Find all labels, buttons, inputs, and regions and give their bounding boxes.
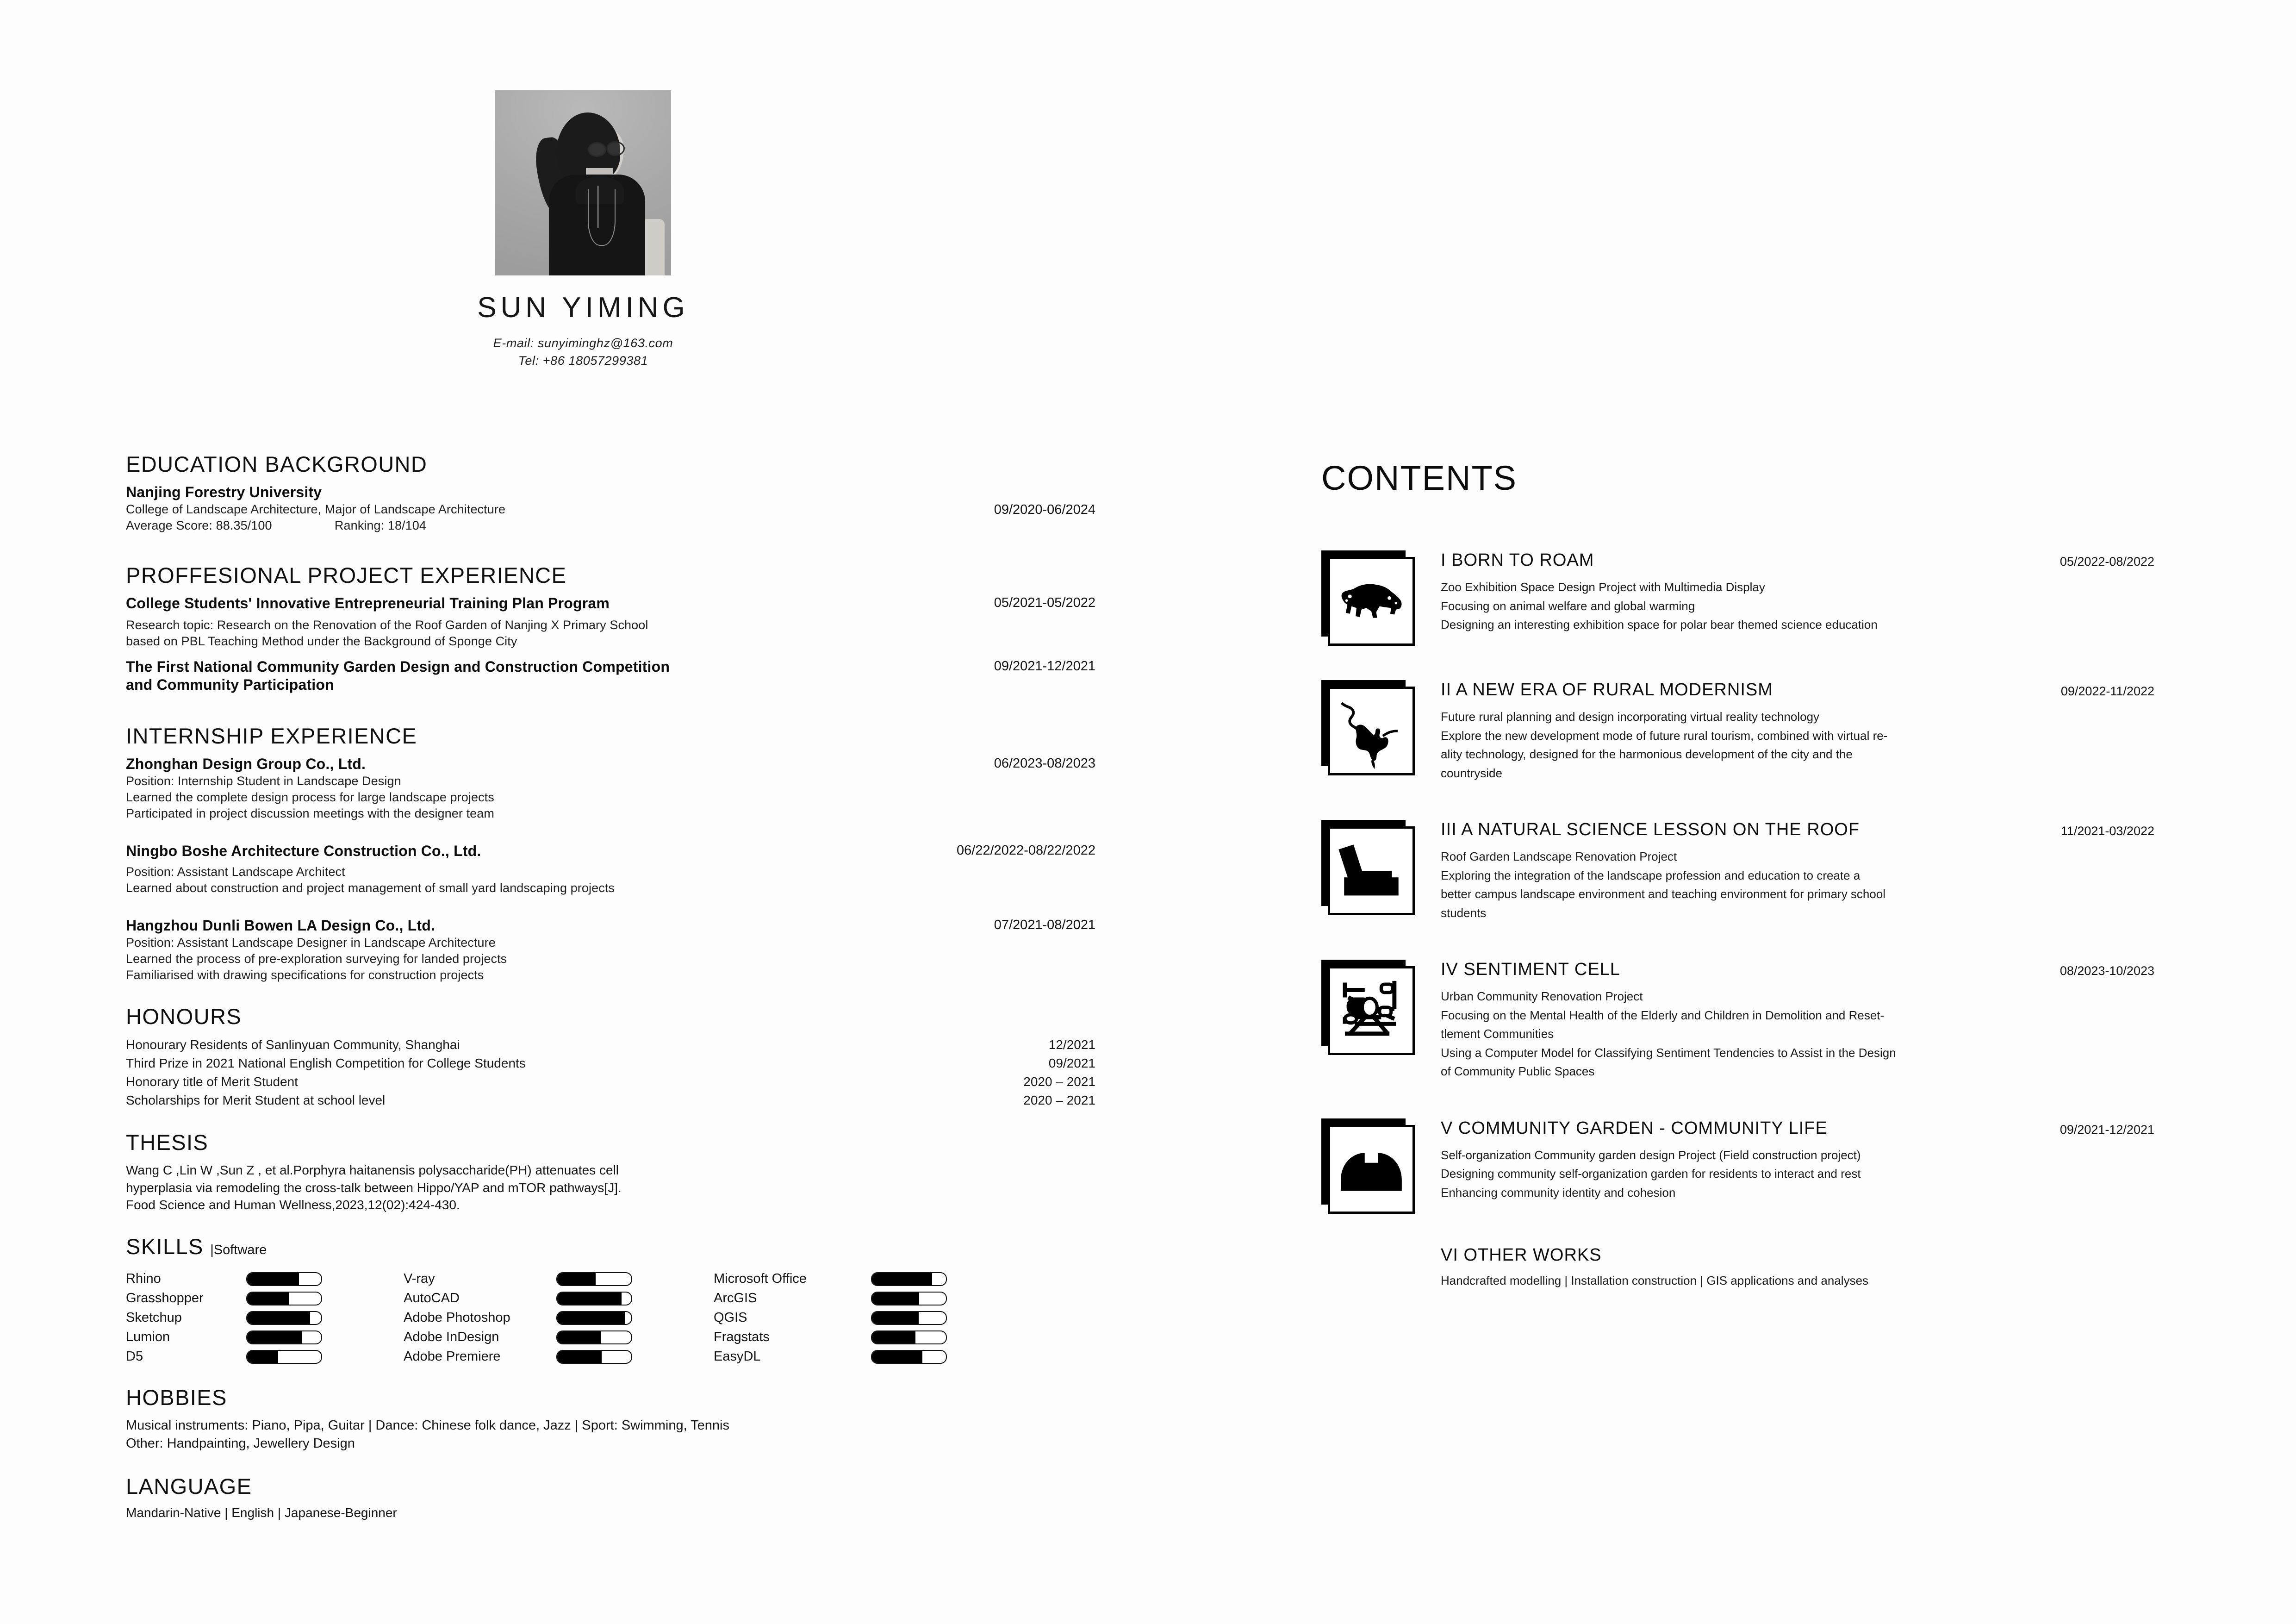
section-title-education: EDUCATION BACKGROUND: [126, 452, 428, 476]
skill-bar-fill: [556, 1292, 622, 1305]
hobbies-line-2: Other: Handpainting, Jewellery Design: [126, 1436, 355, 1451]
education-school: Nanjing Forestry University: [126, 484, 322, 500]
contents-item-date: 08/2023-10/2023: [2060, 964, 2154, 978]
header: [0, 90, 1166, 370]
avatar: [495, 90, 671, 275]
honours-date-0: 12/2021: [1048, 1037, 1095, 1052]
skill-name: Rhino: [126, 1271, 161, 1287]
contents-item-title: IV SENTIMENT CELL: [1441, 960, 1620, 980]
contents-item-title: II A NEW ERA OF RURAL MODERNISM: [1441, 680, 1773, 700]
contents-item-title: III A NATURAL SCIENCE LESSON ON THE ROOF: [1441, 820, 1860, 840]
honours-list: [126, 1036, 1095, 1109]
skill-bar: [871, 1311, 947, 1325]
education-block: [126, 483, 1095, 534]
skill-bar-fill: [871, 1350, 922, 1364]
skills-grid: [126, 1271, 1095, 1364]
skill-name: Fragstats: [714, 1330, 770, 1345]
hobbies-line-1: Musical instruments: Piano, Pipa, Guitar | Dance: Chinese folk dance, Jazz | Sport: Swimming, Tennis: [126, 1418, 729, 1433]
education-ranking: Ranking: 18/104: [334, 518, 427, 533]
thesis-line-1: Wang C ,Lin W ,Sun Z , et al.Porphyra haitanensis polysaccharide(PH) attenuates cell: [126, 1163, 619, 1178]
contents-item-other-works[interactable]: [1441, 1245, 2154, 1288]
professional-name-0: College Students' Innovative Entrepreneurial Training Plan Program: [126, 595, 610, 612]
skill-bar: [871, 1272, 947, 1286]
skill-name: Microsoft Office: [714, 1271, 807, 1287]
skill-item: [404, 1271, 714, 1287]
contents-body: [1441, 817, 2154, 923]
skill-bar-fill: [246, 1311, 310, 1325]
education-scores: [126, 518, 1095, 534]
honours-row: [126, 1091, 1095, 1110]
contents-item-desc: [1441, 578, 2135, 634]
skill-bar: [246, 1272, 322, 1286]
skill-item: [714, 1271, 1095, 1287]
skills-label: SKILLS: [126, 1234, 211, 1259]
desc-line: Future rural planning and design incorporating virtual reality technology: [1441, 710, 1820, 724]
river-map-glyph: [1330, 689, 1412, 773]
photo-necklace: [588, 189, 616, 246]
skill-item: [714, 1349, 1095, 1364]
skill-name: Adobe Photoshop: [404, 1310, 510, 1325]
internship-date-0: 06/2023-08/2023: [994, 756, 1095, 771]
professional-desc-0a: Research topic: Research on the Renovation of the Roof Garden of Nanjing X Primary School: [126, 618, 648, 632]
person-name: SUN YIMING: [477, 292, 689, 324]
skill-name: AutoCAD: [404, 1291, 460, 1306]
photo-glasses-right: [606, 141, 625, 156]
honours-text-1: Third Prize in 2021 National English Competition for College Students: [126, 1056, 526, 1071]
contents-item[interactable]: [1321, 1116, 2154, 1211]
internship-line-1-1: Learned about construction and project management of small yard landscaping projects: [126, 881, 615, 895]
honours-row: [126, 1054, 1095, 1073]
professional-desc-0b: based on PBL Teaching Method under the Background of Sponge City: [126, 634, 517, 649]
skill-name: ArcGIS: [714, 1291, 757, 1306]
skill-item: [404, 1330, 714, 1345]
language-body: Mandarin-Native | English | Japanese-Beginner: [126, 1505, 397, 1520]
skill-bar-fill: [871, 1272, 932, 1286]
skill-item: [714, 1310, 1095, 1325]
contents-item-title: V COMMUNITY GARDEN - COMMUNITY LIFE: [1441, 1118, 1828, 1138]
contents-item-desc: [1441, 987, 2135, 1081]
contents-item[interactable]: [1321, 548, 2154, 643]
desc-line: Enhancing community identity and cohesion: [1441, 1185, 1676, 1199]
desc-line: Designing community self-organization garden for residents to interact and rest: [1441, 1167, 1861, 1181]
internship-date-1: 06/22/2022-08/22/2022: [957, 843, 1095, 858]
right-column: [1321, 458, 2154, 1288]
icon-frame: [1328, 826, 1415, 915]
internship-date-2: 07/2021-08/2021: [994, 918, 1095, 933]
skill-bar-fill: [871, 1292, 919, 1305]
education-program: College of Landscape Architecture, Major of Landscape Architecture: [126, 502, 506, 517]
desc-line: Self-organization Community garden design Project (Field construction project): [1441, 1148, 1861, 1162]
desc-line: Zoo Exhibition Space Design Project with Multimedia Display: [1441, 580, 1765, 594]
contents-item-desc: [1441, 1146, 2135, 1202]
skill-bar: [871, 1330, 947, 1344]
thesis-line-2: hyperplasia via remodeling the cross-talk between Hippo/YAP and mTOR pathways[J].: [126, 1180, 622, 1195]
other-works-title: VI OTHER WORKS: [1441, 1245, 1602, 1265]
honours-text-2: Honorary title of Merit Student: [126, 1074, 298, 1089]
desc-line: Exploring the integration of the landscape profession and education to create a: [1441, 868, 1860, 882]
internship-company-1: Ningbo Boshe Architecture Construction Co., Ltd.: [126, 842, 481, 859]
skill-item: [404, 1291, 714, 1306]
contents-body: [1441, 677, 2154, 783]
internship-company-0: Zhonghan Design Group Co., Ltd.: [126, 755, 366, 772]
skill-bar: [556, 1292, 632, 1305]
desc-line: Designing an interesting exhibition space for polar bear themed science education: [1441, 618, 1878, 632]
skill-name: Lumion: [126, 1330, 170, 1345]
garden-dome-glyph: [1330, 1127, 1412, 1212]
skill-bar-fill: [246, 1330, 302, 1344]
contents-item-desc: [1441, 848, 2135, 922]
contents-item-title: I BORN TO ROAM: [1441, 550, 1594, 570]
garden-dome-icon: [1321, 1118, 1412, 1211]
contents-body: [1441, 1116, 2154, 1203]
skill-bar-fill: [556, 1311, 625, 1325]
desc-line: tlement Communities: [1441, 1027, 1554, 1041]
river-map-icon: [1321, 680, 1412, 773]
desc-line: better campus landscape environment and teaching environment for primary school: [1441, 887, 1886, 901]
skills-sublabel: |Software: [210, 1243, 267, 1258]
skill-bar: [246, 1350, 322, 1364]
honours-date-2: 2020 – 2021: [1023, 1074, 1095, 1089]
professional-item-1: [126, 658, 1095, 694]
skill-bar: [556, 1311, 632, 1325]
professional-item-0: [126, 594, 1095, 650]
internship-line-2-1: Learned the process of pre-exploration surveying for landed projects: [126, 952, 507, 966]
skill-item: [126, 1310, 404, 1325]
skill-item: [404, 1310, 714, 1325]
skill-bar: [246, 1330, 322, 1344]
left-column: [126, 451, 1095, 1520]
desc-line: Urban Community Renovation Project: [1441, 989, 1643, 1004]
skill-name: Sketchup: [126, 1310, 182, 1325]
honours-row: [126, 1073, 1095, 1091]
skill-bar-fill: [246, 1292, 289, 1305]
skill-item: [126, 1271, 404, 1287]
thesis-body: [126, 1162, 922, 1213]
icon-frame: [1328, 557, 1415, 646]
skill-bar-fill: [556, 1350, 602, 1364]
skill-item: [404, 1349, 714, 1364]
desc-line: countryside: [1441, 766, 1502, 780]
skill-bar: [246, 1311, 322, 1325]
contents-item-desc: [1441, 708, 2135, 782]
skill-bar-fill: [246, 1272, 299, 1286]
internship-item-1: [126, 842, 1095, 896]
education-date: 09/2020-06/2024: [994, 502, 1095, 518]
skill-item: [126, 1330, 404, 1345]
contents-item-date: 09/2022-11/2022: [2060, 684, 2154, 698]
internship-line-2-0: Position: Assistant Landscape Designer in Landscape Architecture: [126, 936, 496, 950]
skill-name: Grasshopper: [126, 1291, 204, 1306]
education-score: Average Score: 88.35/100: [126, 518, 272, 533]
skill-bar-fill: [871, 1330, 915, 1344]
skill-name: Adobe Premiere: [404, 1349, 501, 1364]
desc-line: ality technology, designed for the harmonious development of the city and the: [1441, 747, 1853, 762]
skill-bar-fill: [246, 1350, 278, 1364]
section-title-professional: PROFFESIONAL PROJECT EXPERIENCE: [126, 563, 567, 588]
sentiment-network-icon: [1321, 960, 1412, 1052]
internship-item-2: [126, 917, 1095, 983]
internship-item-0: [126, 755, 1095, 822]
professional-date-0: 05/2021-05/2022: [994, 595, 1095, 611]
professional-date-1: 09/2021-12/2021: [994, 659, 1095, 674]
skill-name: D5: [126, 1349, 143, 1364]
desc-line: Focusing on the Mental Health of the Elderly and Children in Demolition and Reset-: [1441, 1008, 1885, 1022]
roof-bench-icon: [1321, 820, 1412, 912]
section-title-internship: INTERNSHIP EXPERIENCE: [126, 723, 417, 748]
honours-date-3: 2020 – 2021: [1023, 1093, 1095, 1107]
contents-body: [1441, 957, 2154, 1081]
desc-line: Focusing on animal welfare and global warming: [1441, 599, 1695, 613]
internship-line-2-2: Familiarised with drawing specifications for construction projects: [126, 968, 484, 982]
contents-item-date: 09/2021-12/2021: [2060, 1122, 2154, 1137]
section-title-language: LANGUAGE: [126, 1474, 252, 1499]
honours-row: [126, 1036, 1095, 1054]
roof-bench-glyph: [1330, 829, 1412, 913]
skill-name: Adobe InDesign: [404, 1330, 499, 1345]
icon-frame: [1328, 1125, 1415, 1214]
contents-body: [1441, 548, 2154, 635]
section-title-hobbies: HOBBIES: [126, 1385, 227, 1410]
desc-line: Using a Computer Model for Classifying Sentiment Tendencies to Assist in the Design: [1441, 1045, 1896, 1060]
internship-line-1-0: Position: Assistant Landscape Architect: [126, 864, 345, 879]
contact-block: [0, 334, 1166, 370]
desc-line: Explore the new development mode of future rural tourism, combined with virtual re-: [1441, 728, 1888, 743]
desc-line: students: [1441, 906, 1487, 920]
icon-frame: [1328, 966, 1415, 1055]
skill-bar-fill: [556, 1330, 601, 1344]
skill-name: QGIS: [714, 1310, 747, 1325]
icon-frame: [1328, 687, 1415, 775]
contents-item-date: 11/2021-03/2022: [2060, 824, 2154, 838]
contents-item[interactable]: [1321, 957, 2154, 1081]
contact-email: E-mail: sunyiminghz@163.com: [493, 336, 673, 350]
skill-bar: [246, 1292, 322, 1305]
skill-bar-fill: [556, 1272, 596, 1286]
contact-phone: Tel: +86 18057299381: [518, 354, 648, 368]
section-title-thesis: THESIS: [126, 1130, 209, 1155]
polar-bear-glyph: [1330, 559, 1412, 643]
skill-bar-fill: [871, 1311, 919, 1325]
internship-line-0-2: Participated in project discussion meetings with the designer team: [126, 806, 495, 820]
desc-line: Roof Garden Landscape Renovation Project: [1441, 849, 1677, 864]
contents-title: CONTENTS: [1321, 459, 1517, 497]
contents-item-date: 05/2022-08/2022: [2060, 555, 2154, 568]
skill-item: [714, 1291, 1095, 1306]
section-title-honours: HONOURS: [126, 1004, 242, 1029]
polar-bear-icon: [1321, 550, 1412, 643]
skill-bar: [556, 1272, 632, 1286]
internship-line-0-1: Learned the complete design process for large landscape projects: [126, 790, 494, 804]
honours-date-1: 09/2021: [1048, 1056, 1095, 1071]
skill-bar: [871, 1292, 947, 1305]
skill-item: [126, 1349, 404, 1364]
skill-name: EasyDL: [714, 1349, 761, 1364]
professional-name-1: The First National Community Garden Design and Construction Competition: [126, 658, 670, 675]
photo-glasses-left: [588, 142, 606, 157]
sentiment-network-glyph: [1330, 968, 1412, 1053]
desc-line: of Community Public Spaces: [1441, 1064, 1595, 1079]
honours-text-3: Scholarships for Merit Student at school level: [126, 1093, 386, 1107]
honours-text-0: Honourary Residents of Sanlinyuan Community, Shanghai: [126, 1037, 460, 1052]
thesis-line-3: Food Science and Human Wellness,2023,12(02):424-430.: [126, 1197, 460, 1212]
skill-item: [126, 1291, 404, 1306]
contents-item[interactable]: [1321, 677, 2154, 783]
internship-line-0-0: Position: Internship Student in Landscape Design: [126, 774, 401, 788]
hobbies-body: [126, 1417, 1095, 1453]
contents-item[interactable]: [1321, 817, 2154, 923]
skill-bar: [556, 1350, 632, 1364]
professional-name-1b: and Community Participation: [126, 676, 334, 693]
skill-item: [714, 1330, 1095, 1345]
skill-bar: [556, 1330, 632, 1344]
internship-company-2: Hangzhou Dunli Bowen LA Design Co., Ltd.: [126, 917, 436, 934]
other-works-desc: Handcrafted modelling | Installation construction | GIS applications and analyses: [1441, 1273, 1869, 1287]
skill-bar: [871, 1350, 947, 1364]
section-title-skills: [126, 1234, 1095, 1259]
skill-name: V-ray: [404, 1271, 435, 1287]
